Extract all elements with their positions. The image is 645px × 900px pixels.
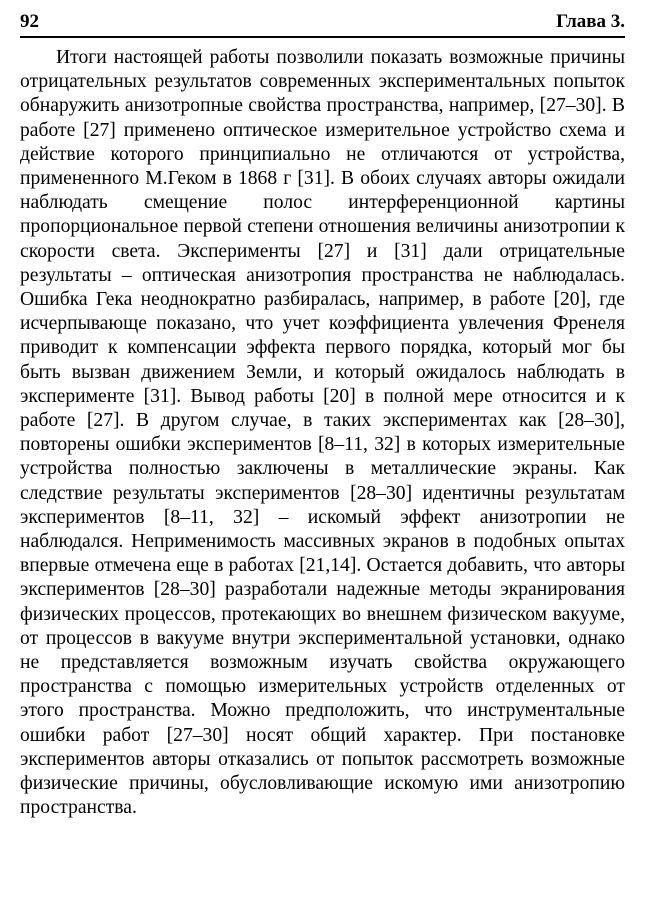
chapter-title: Глава 3.: [556, 11, 625, 32]
body-paragraph: Итоги настоящей работы позволили показать возможные причины отрицательных результатов современных экспериментальных попыток обнаружить анизотропные свойства пространства, например, [27–30]. В работе [27] применено оптическое измерительное устройство схема и действие которого принципиально не отличаются от устройства, примененного М.Геком в 1868 г [31]. В обоих случаях авторы ожидали наблюдать смещение полос интерференционной картины пропорциональное первой степени отношения величины анизотропии к скорости света. Эксперименты [27] и [31] дали отрицательные результаты – оптическая анизотропия пространства не наблюдалась. Ошибка Гека неоднократно разбиралась, например, в работе [20], где исчерпывающе показано, что учет коэффициента увлечения Френеля приводит к компенсации эффекта первого порядка, который мог бы быть вызван движением Земли, и который ожидалось наблюдать в эксперименте [31]. Вывод работы [20] в полной мере относится и к работе [27]. В другом случае, в таких экспериментах как [28–30], повторены ошибки экспериментов [8–11, 32] в которых измерительные устройства полностью заключены в металлические экраны. Как следствие результаты экспериментов [28–30] идентичны результатам экспериментов [8–11, 32] – искомый эффект анизотропии не наблюдался. Неприменимость массивных экранов в подобных опытах впервые отмечена еще в работах [21,14]. Остается добавить, что авторы экспериментов [28–30] разработали надежные методы экранирования физических процессов, протекающих во внешнем физическом вакууме, от процессов в вакууме внутри экспериментальной установки, однако не представляется возможным изучать свойства окружающего пространства с помощью измерительных устройств отделенных от этого пространства. Можно предположить, что инструментальные ошибки работ [27–30] носят общий характер. При постановке экспериментов авторы отказались от попыток рассмотреть возможные физические причины, обусловливающие искомую ими анизотропию пространства.: [20, 47, 625, 819]
book-page: [20, 10, 625, 821]
running-header: [20, 10, 625, 38]
page-number: 92: [20, 11, 39, 32]
